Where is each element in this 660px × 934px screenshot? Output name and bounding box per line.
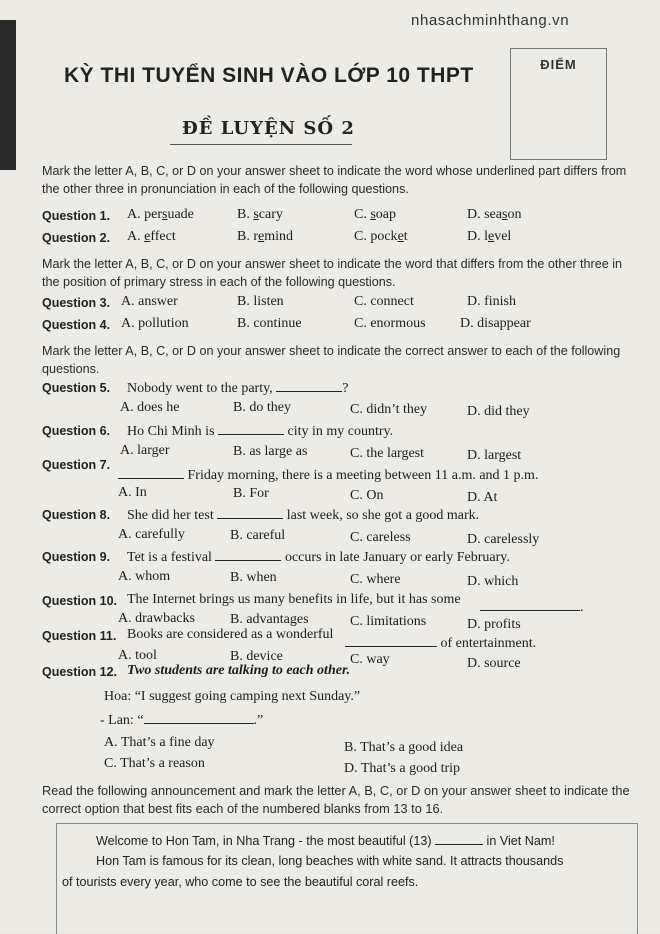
pronunciation-instruction: Mark the letter A, B, C, or D on your answer sheet to indicate the word whose underlined part differs from the other three in pronunciation in each of the following questions. — [42, 164, 627, 196]
option: C. didn’t they — [350, 402, 428, 417]
question-text: Nobody went to the party, ? — [127, 381, 349, 396]
question-label: Question 3. — [42, 296, 111, 310]
option: A. does he — [120, 400, 180, 415]
option: D. That’s a good trip — [344, 761, 461, 776]
passage-line: Welcome to Hon Tam, in Nha Trang - the most beautiful (13) in Viet Nam! — [96, 834, 555, 848]
option: A. pollution — [121, 316, 189, 331]
question-text: She did her test last week, so she got a good mark. — [127, 508, 480, 523]
question-text: Tet is a festival occurs in late January or early February. — [127, 550, 510, 565]
dialogue-line: - Lan: “ .” — [100, 713, 264, 728]
option: C. way — [350, 652, 390, 667]
option: B. remind — [237, 229, 293, 244]
option: A. That’s a fine day — [104, 735, 215, 750]
option: C. enormous — [354, 316, 426, 331]
option: C. On — [350, 488, 384, 503]
question-label: Question 12. — [42, 665, 118, 679]
question-label: Question 5. — [42, 381, 111, 395]
option: C. limitations — [350, 614, 427, 629]
option: A. carefully — [118, 527, 185, 542]
option: C. careless — [350, 530, 411, 545]
option: C. the largest — [350, 446, 425, 461]
site-url: nhasachminhthang.vn — [411, 12, 570, 29]
option: B. That’s a good idea — [344, 740, 464, 755]
question-label: Question 10. — [42, 594, 118, 608]
exam-subtitle: ĐỀ LUYỆN SỐ 2 — [182, 118, 355, 139]
option: D. season — [467, 207, 522, 222]
exam-title: KỲ THI TUYỂN SINH VÀO LỚP 10 THPT — [64, 64, 474, 87]
score-box — [510, 48, 607, 160]
option: D. source — [467, 656, 521, 671]
question-label: Question 1. — [42, 209, 111, 223]
question-label: Question 8. — [42, 508, 111, 522]
option: A. whom — [118, 569, 171, 584]
option: A. In — [118, 485, 147, 500]
option: B. careful — [230, 528, 286, 543]
option: D. profits — [467, 617, 521, 632]
option: A. effect — [127, 229, 176, 244]
subtitle-underline — [170, 144, 352, 145]
question-text: . — [480, 598, 584, 616]
reading-instruction: Read the following announcement and mark the letter A, B, C, or D on your answer sheet to indicate the correct option that best fits each of the numbered blanks from 13 to 16. — [42, 783, 630, 816]
question-label: Question 6. — [42, 424, 111, 438]
option: B. device — [230, 649, 283, 664]
option: D. largest — [467, 448, 522, 463]
option: C. connect — [354, 294, 414, 309]
option: A. tool — [118, 648, 157, 663]
option: A. persuade — [127, 207, 194, 222]
option: D. did they — [467, 404, 530, 419]
option: A. larger — [120, 443, 170, 458]
question-text: Books are considered as a wonderful — [127, 627, 334, 642]
question-label: Question 9. — [42, 550, 111, 564]
option: B. continue — [237, 316, 302, 331]
question-label: Question 4. — [42, 318, 111, 332]
option: D. disappear — [460, 316, 531, 331]
option: D. which — [467, 574, 519, 589]
dialogue-line: Hoa: “I suggest going camping next Sunday.” — [104, 689, 361, 704]
option: B. when — [230, 570, 277, 585]
option: B. advantages — [230, 612, 309, 627]
passage-line: Hon Tam is famous for its clean, long beaches with white sand. It attracts thousands — [96, 854, 564, 868]
option: A. drawbacks — [118, 611, 195, 626]
option: D. carelessly — [467, 532, 540, 547]
option: B. do they — [233, 400, 291, 415]
option: D. level — [467, 229, 512, 244]
question-text: Friday morning, there is a meeting between 11 a.m. and 1 p.m. — [118, 466, 538, 484]
option: C. pocket — [354, 229, 408, 244]
option: C. where — [350, 572, 401, 587]
book-spine — [0, 20, 16, 170]
option: D. At — [467, 490, 498, 505]
option: A. answer — [121, 294, 178, 309]
question-label: Question 7. — [42, 458, 111, 472]
stress-instruction: Mark the letter A, B, C, or D on your answer sheet to indicate the word that differs from the other three in the position of primary stress in each of the following questions. — [42, 257, 623, 289]
option: C. soap — [354, 207, 397, 222]
question-label: Question 11. — [42, 629, 117, 643]
option: B. as large as — [233, 444, 308, 459]
option: D. finish — [467, 294, 516, 309]
option: B. For — [233, 486, 269, 501]
option: C. That’s a reason — [104, 756, 205, 771]
grammar-instruction: Mark the letter A, B, C, or D on your answer sheet to indicate the correct answer to each of the following questions. — [42, 344, 621, 376]
option: B. scary — [237, 207, 283, 222]
question-label: Question 2. — [42, 231, 111, 245]
question-text: Ho Chi Minh is city in my country. — [127, 424, 394, 439]
option: B. listen — [237, 294, 284, 309]
question-text: The Internet brings us many benefits in life, but it has some — [127, 592, 461, 607]
passage-line: of tourists every year, who come to see the beautiful coral reefs. — [62, 875, 419, 889]
question-text: Two students are talking to each other. — [127, 663, 351, 678]
score-label: ĐIỂM — [540, 57, 577, 72]
question-text: of entertainment. — [345, 634, 536, 652]
